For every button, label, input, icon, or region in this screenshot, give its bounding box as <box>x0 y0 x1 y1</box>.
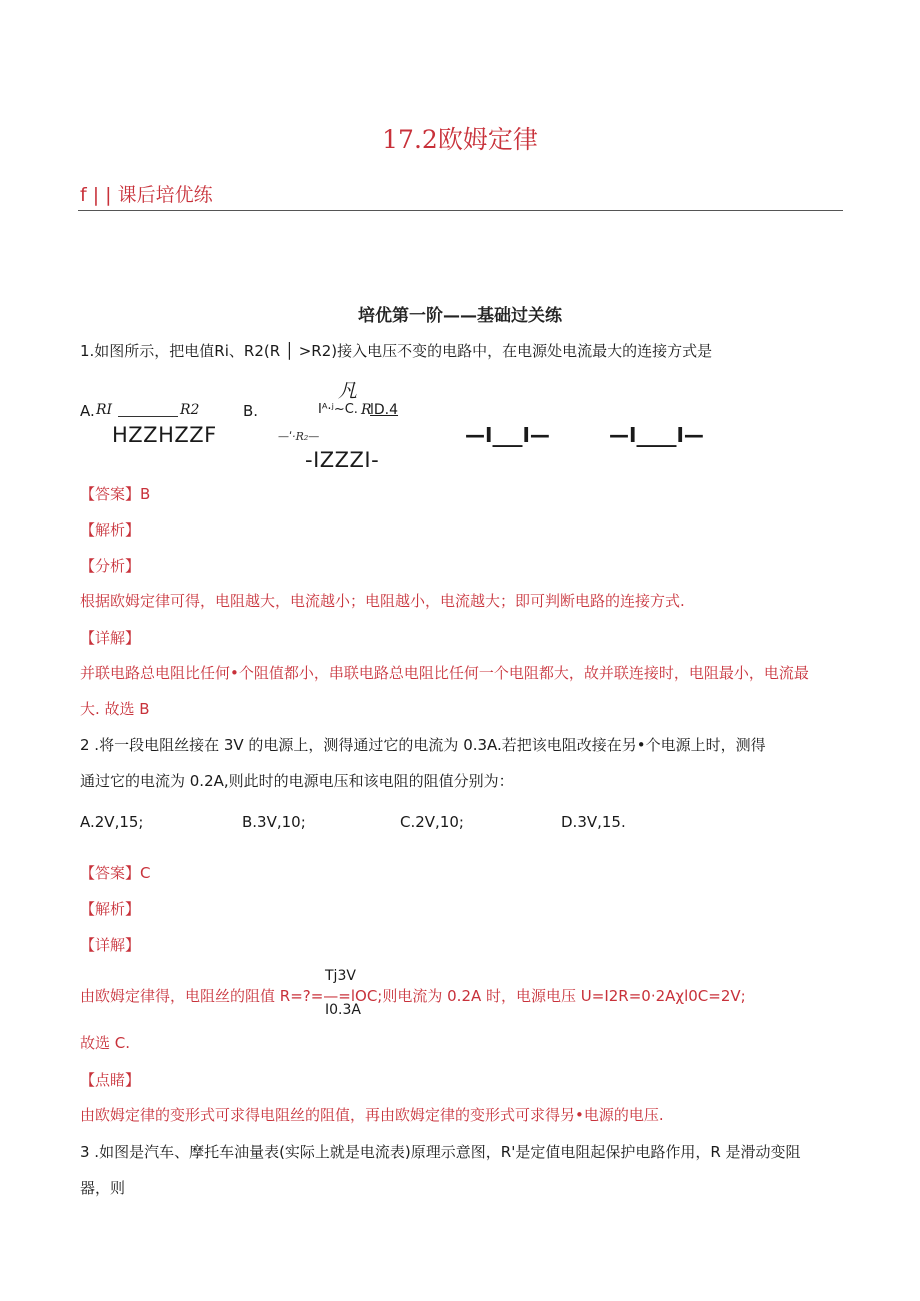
question-3-line-2: 器，则 <box>80 1179 126 1197</box>
q1-option-a-r1: RI <box>96 402 113 418</box>
q1-option-b-label: B. <box>243 402 259 420</box>
stage-heading: 培优第一阶——基础过关练 <box>358 306 562 326</box>
section-header: f | | 课后培优练 <box>80 184 213 206</box>
q2-option-d: D.3V,15. <box>561 813 626 831</box>
q1-option-a-r2: R2 <box>180 402 200 418</box>
q1-option-d-circuit: —I____I— <box>609 423 704 447</box>
q1-detail-label: 【详解】 <box>80 629 141 647</box>
q1-option-a-circuit: HZZHZZF <box>112 423 217 447</box>
q2-fraction-denominator: I0.3A <box>325 1002 361 1018</box>
header-divider <box>78 210 843 211</box>
q1-fenxi-label: 【分析】 <box>80 557 141 575</box>
q1-option-c-circuit: —I___I— <box>465 423 550 447</box>
q1-option-a-label: A. <box>80 402 95 420</box>
question-1-stem: 1.如图所示，把电值Ri、R2(R │ >R2)接入电压不变的电路中，在电源处电流最大的连接方式是 <box>80 342 713 360</box>
q1-option-b-r2: —ˈ·R₂— <box>278 430 320 443</box>
q2-option-a: A.2V,15; <box>80 813 144 831</box>
q1-answer: 【答案】B <box>80 485 151 503</box>
question-2-line-1: 2 .将一段电阻丝接在 3V 的电源上，测得通过它的电流为 0.3A.若把该电阻改接在另•个电源上时，测得 <box>80 736 766 754</box>
q2-option-c: C.2V,10; <box>400 813 464 831</box>
q2-detail-label: 【详解】 <box>80 936 141 954</box>
q1-fenxi-text: 根据欧姆定律可得，电阻越大，电流越小；电阻越小，电流越大；即可判断电路的连接方式. <box>80 592 685 610</box>
q1-figure-label: 凡 <box>338 380 358 402</box>
q1-analysis-label: 【解析】 <box>80 521 141 539</box>
q2-choice: 故选 C. <box>80 1034 131 1052</box>
q2-analysis-label: 【解析】 <box>80 900 141 918</box>
q1-option-b-circuit: -IZZZI- <box>305 448 380 472</box>
q2-answer: 【答案】C <box>80 864 151 882</box>
q2-tip-label: 【点睹】 <box>80 1071 141 1089</box>
q1-option-b-top: Iᴬ·ʲ~C. <box>318 402 358 417</box>
q2-fraction-numerator: Tj3V <box>325 968 356 984</box>
q1-detail-text-1: 并联电路总电阻比任何•个阻值都小，串联电路总电阻比任何一个电阻都大，故并联连接时，电阻最小，电流最 <box>80 664 809 682</box>
q1-detail-text-2: 大. 故选 B <box>80 700 150 718</box>
q1-option-a-wire-line <box>118 416 178 417</box>
q2-formula: 由欧姆定律得，电阻丝的阻值 R=?=—=lOC;则电流为 0.2A 时，电源电压 U=I2R=0·2Aχl0C=2V; <box>80 987 746 1005</box>
q1-option-b-r1: R <box>361 402 372 418</box>
question-2-line-2: 通过它的电流为 0.2A,则此时的电源电压和该电阻的阻值分别为： <box>80 772 514 790</box>
q2-option-b: B.3V,10; <box>242 813 306 831</box>
q1-option-b-d: lD.4 <box>370 402 399 418</box>
page-title: 17.2欧姆定律 <box>382 125 538 154</box>
q2-tip-text: 由欧姆定律的变形式可求得电阻丝的阻值，再由欧姆定律的变形式可求得另•电源的电压. <box>80 1106 664 1124</box>
question-3-line-1: 3 .如图是汽车、摩托车油量表(实际上就是电流表)原理示意图，R'是定值电阻起保护电路作用，R 是滑动变阻 <box>80 1143 801 1161</box>
